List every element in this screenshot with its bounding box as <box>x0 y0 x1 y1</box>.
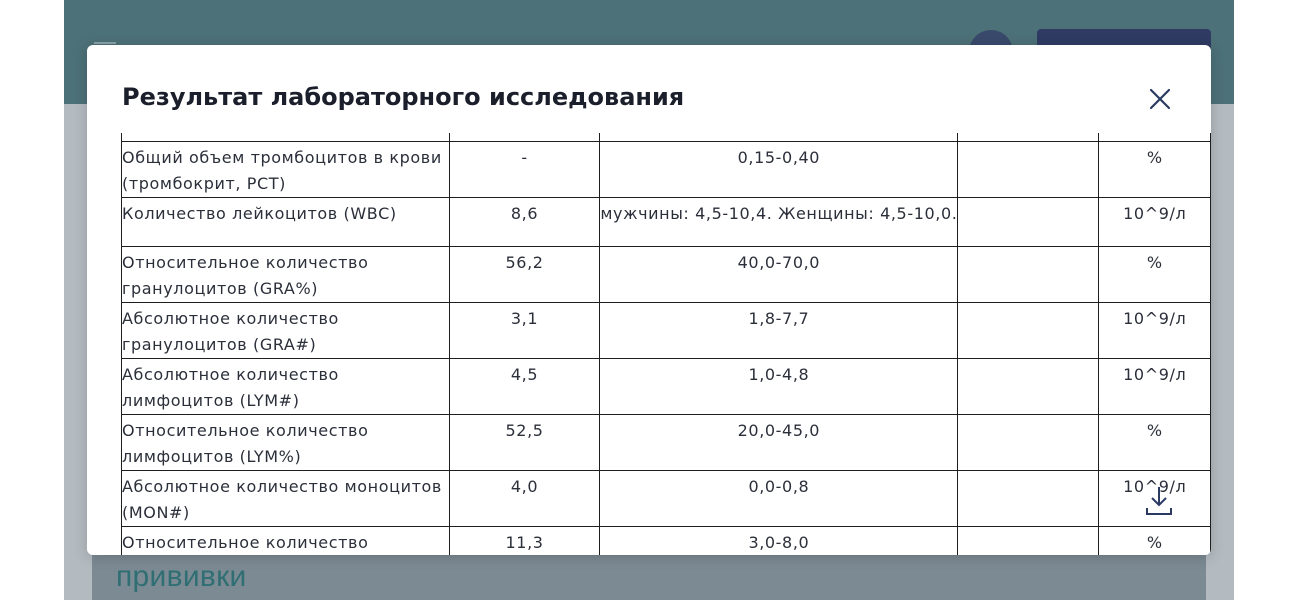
section-band <box>92 555 1206 600</box>
test-value-cell: - <box>449 141 600 197</box>
reference-range-cell: 20,0-45,0 <box>600 414 958 470</box>
table-row <box>122 302 1211 358</box>
reference-range-cell: 1,0-4,8 <box>600 358 958 414</box>
note-cell <box>958 302 1099 358</box>
results-table-container[interactable] <box>121 133 1211 555</box>
section-title: прививки <box>116 560 247 593</box>
note-cell <box>958 414 1099 470</box>
table-row <box>122 246 1211 302</box>
test-name-cell: Относительное количество гранулоцитов (GRA%) <box>122 246 450 302</box>
test-value-cell: 56,2 <box>449 246 600 302</box>
unit-cell: % <box>1099 526 1211 555</box>
test-value-cell: 3,1 <box>449 302 600 358</box>
reference-range-cell: 0,0-0,8 <box>600 470 958 526</box>
test-value-cell: 52,5 <box>449 414 600 470</box>
test-name-cell: Общий объем тромбоцитов в крови (тромбокрит, PCT) <box>122 141 450 197</box>
note-cell <box>958 197 1099 246</box>
table-row-cut <box>122 133 1211 141</box>
note-cell <box>958 526 1099 555</box>
reference-range-cell: 0,15-0,40 <box>600 141 958 197</box>
unit-cell: % <box>1099 414 1211 470</box>
note-cell <box>958 141 1099 197</box>
table-row <box>122 470 1211 526</box>
unit-cell: % <box>1099 141 1211 197</box>
reference-range-cell: 1,8-7,7 <box>600 302 958 358</box>
table-row <box>122 197 1211 246</box>
test-name-cell: Количество лейкоцитов (WBC) <box>122 197 450 246</box>
results-table <box>121 133 1211 555</box>
note-cell <box>958 358 1099 414</box>
unit-cell: 10^9/л <box>1099 302 1211 358</box>
reference-range-cell: 40,0-70,0 <box>600 246 958 302</box>
table-row <box>122 526 1211 555</box>
test-name-cell: Относительное количество лимфоцитов (LYM%) <box>122 414 450 470</box>
unit-cell: % <box>1099 246 1211 302</box>
test-value-cell: 11,3 <box>449 526 600 555</box>
note-cell <box>958 470 1099 526</box>
unit-cell: 10^9/л <box>1099 197 1211 246</box>
table-row <box>122 141 1211 197</box>
test-value-cell: 8,6 <box>449 197 600 246</box>
test-name-cell: Абсолютное количество лимфоцитов (LYM#) <box>122 358 450 414</box>
close-icon[interactable] <box>1146 85 1174 113</box>
table-row <box>122 358 1211 414</box>
test-value-cell: 4,5 <box>449 358 600 414</box>
unit-cell: 10^9/л <box>1099 470 1211 526</box>
test-name-cell: Абсолютное количество гранулоцитов (GRA#) <box>122 302 450 358</box>
test-name-cell: Относительное количество <box>122 526 450 555</box>
reference-range-cell: мужчины: 4,5-10,4. Женщины: 4,5-10,0. <box>600 197 958 246</box>
table-row <box>122 414 1211 470</box>
download-icon[interactable] <box>1144 484 1174 518</box>
test-value-cell: 4,0 <box>449 470 600 526</box>
note-cell <box>958 246 1099 302</box>
unit-cell: 10^9/л <box>1099 358 1211 414</box>
modal-title: Результат лабораторного исследования <box>122 83 685 111</box>
reference-range-cell: 3,0-8,0 <box>600 526 958 555</box>
test-name-cell: Абсолютное количество моноцитов (MON#) <box>122 470 450 526</box>
lab-result-modal <box>87 45 1211 555</box>
